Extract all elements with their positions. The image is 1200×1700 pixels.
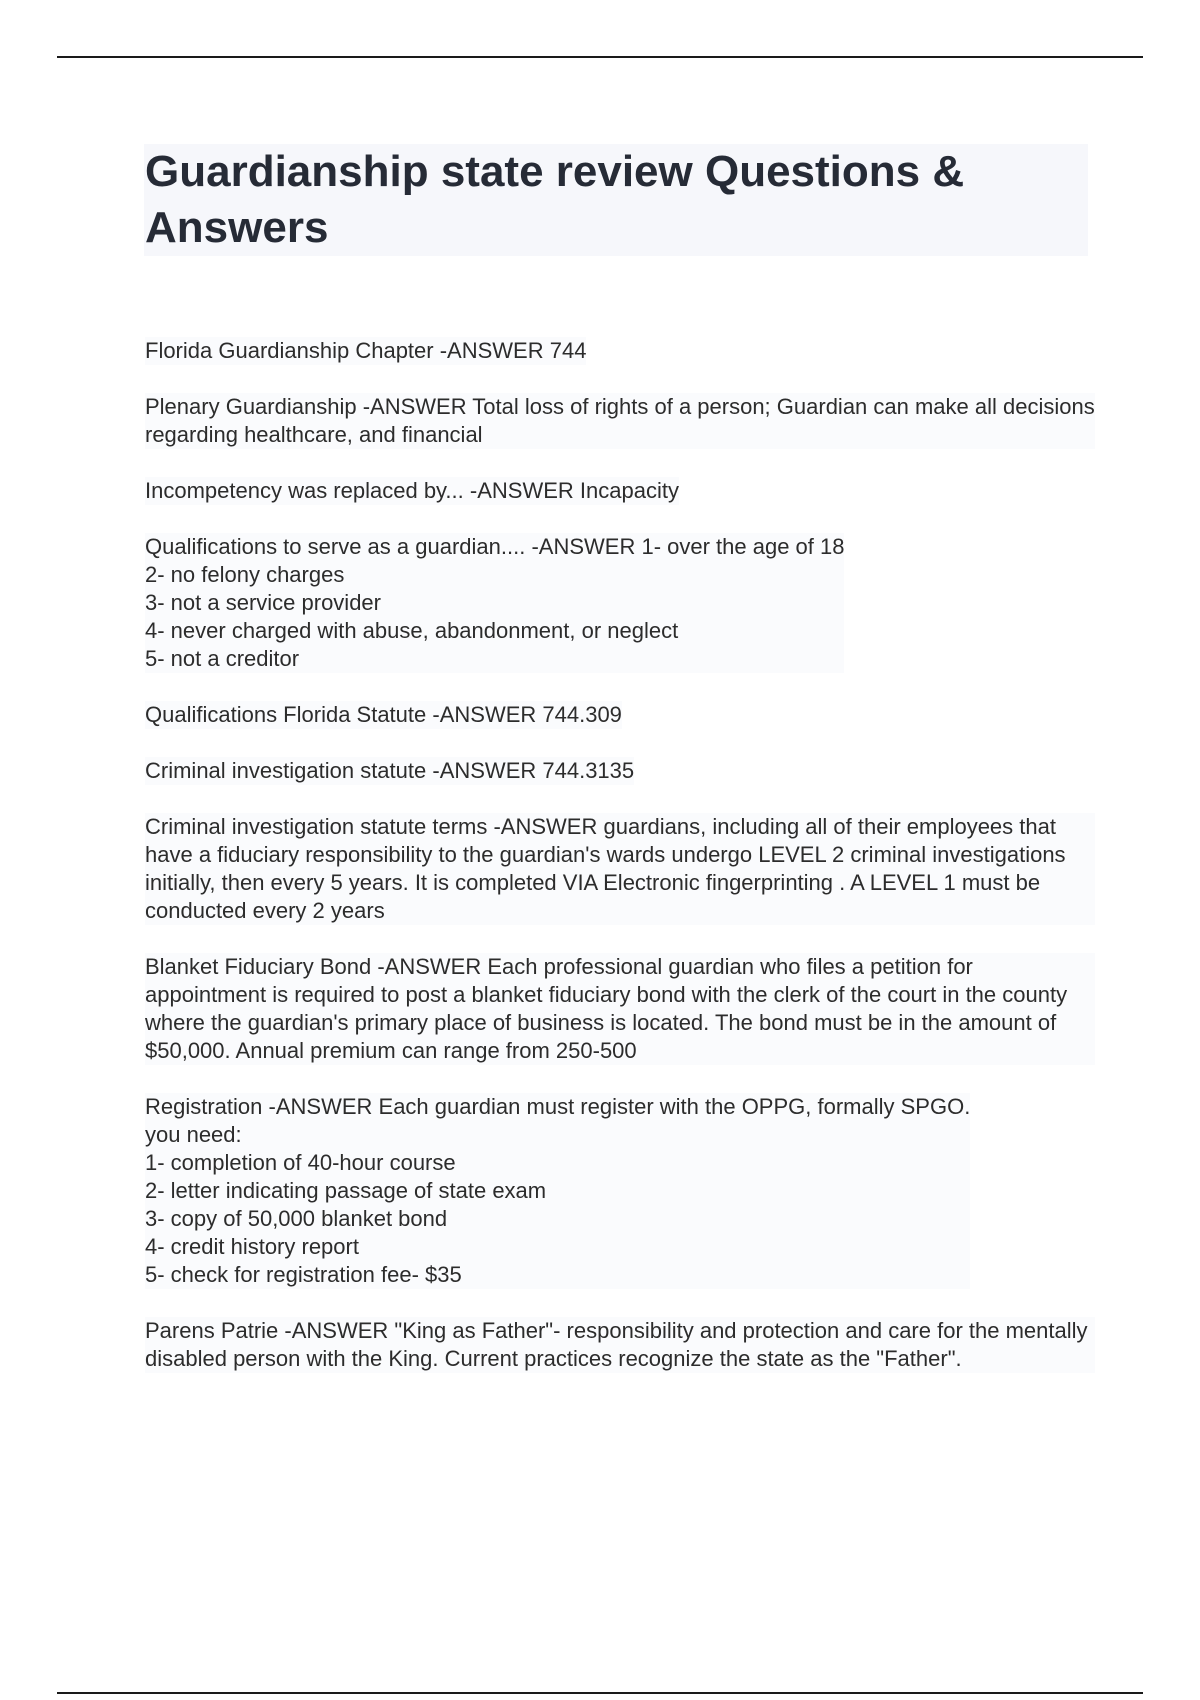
answer-marker: -ANSWER [487, 814, 604, 839]
question-text: Criminal investigation statute [145, 758, 427, 783]
answer-text: Incapacity [579, 478, 679, 503]
question-text: Plenary Guardianship [145, 394, 357, 419]
question-text: Florida Guardianship Chapter [145, 338, 434, 363]
answer-list-line: 5- not a creditor [145, 646, 300, 671]
qa-item [145, 953, 1095, 1065]
answer-text: 1- over the age of 18 [641, 534, 845, 559]
answer-text: Each guardian must register with the OPPG, formally SPGO. [378, 1094, 971, 1119]
answer-list-line: 4- never charged with abuse, abandonment, or neglect [145, 618, 679, 643]
answer-list-line: 1- completion of 40-hour course [145, 1150, 456, 1175]
question-text: Incompetency was replaced by... [145, 478, 464, 503]
qa-item [145, 813, 1095, 925]
top-rule [57, 56, 1143, 58]
question-text: Criminal investigation statute terms [145, 814, 488, 839]
qa-item [145, 533, 844, 673]
qa-list [145, 337, 1101, 1401]
answer-list-line: 2- letter indicating passage of state exam [145, 1178, 547, 1203]
answer-list-line: 2- no felony charges [145, 562, 345, 587]
qa-item [145, 477, 679, 505]
qa-item [145, 701, 622, 729]
answer-list-line: 3- not a service provider [145, 590, 381, 615]
answer-text: 744.309 [542, 702, 622, 727]
question-text: Parens Patrie [145, 1318, 279, 1343]
answer-list-line: you need: [145, 1122, 242, 1147]
qa-item [145, 757, 634, 785]
qa-item [145, 393, 1101, 449]
question-text: Registration [145, 1094, 263, 1119]
qa-item [145, 1317, 1095, 1373]
answer-list-line: 5- check for registration fee- $35 [145, 1262, 462, 1287]
answer-marker: -ANSWER [463, 478, 580, 503]
question-text: Blanket Fiduciary Bond [145, 954, 372, 979]
answer-text: 744.3135 [542, 758, 635, 783]
answer-text: Each professional guardian who files a petition for appointment is required to post a blanket fiduciary bond with the clerk of the court in the county where the guardian's primary place of business is located. The bond must be in the amount of $50,000. Annual premium can range from 250-500 [145, 954, 1074, 1063]
answer-marker: -ANSWER [433, 338, 550, 363]
answer-text: guardians, including all of their employees that have a fiduciary responsibility to the guardian's wards undergo LEVEL 2 criminal investigations initially, then every 5 years. It is completed VIA Electronic fingerprinting . A LEVEL 1 must be conducted every 2 years [145, 814, 1072, 923]
answer-marker: -ANSWER [426, 702, 543, 727]
answer-marker: -ANSWER [371, 954, 488, 979]
question-text: Qualifications to serve as a guardian.... [145, 534, 526, 559]
answer-text: Total loss of rights of a person; Guardian can make all decisions regarding healthcare, and financial [145, 394, 1101, 447]
bottom-rule [57, 1692, 1143, 1694]
answer-list-line: 4- credit history report [145, 1234, 359, 1259]
answer-marker: -ANSWER [262, 1094, 379, 1119]
answer-list-line: 3- copy of 50,000 blanket bond [145, 1206, 448, 1231]
answer-marker: -ANSWER [525, 534, 642, 559]
answer-marker: -ANSWER [426, 758, 543, 783]
answer-text: "King as Father"- responsibility and protection and care for the mentally disabled person with the King. Current practices recognize the state as the "Father". [145, 1318, 1094, 1371]
answer-marker: -ANSWER [356, 394, 473, 419]
answer-text: 744 [549, 338, 587, 363]
document-title: Guardianship state review Questions & Answers [145, 147, 965, 252]
qa-item [145, 337, 586, 365]
question-text: Qualifications Florida Statute [145, 702, 427, 727]
qa-item [145, 1093, 970, 1289]
answer-marker: -ANSWER [278, 1318, 395, 1343]
